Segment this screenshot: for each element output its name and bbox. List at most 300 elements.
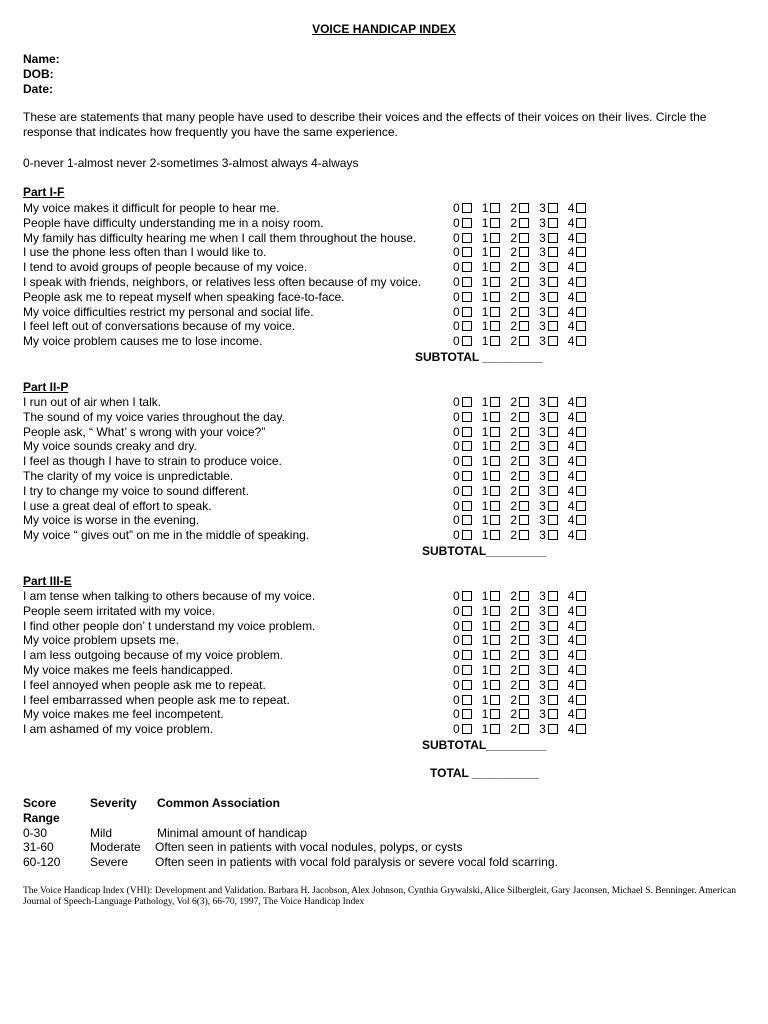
checkbox[interactable] <box>519 650 529 660</box>
response-option-4[interactable] <box>568 334 587 349</box>
checkbox[interactable] <box>490 709 500 719</box>
checkbox[interactable] <box>462 650 472 660</box>
response-option-0[interactable] <box>453 305 472 320</box>
checkbox[interactable] <box>462 471 472 481</box>
checkbox[interactable] <box>519 530 529 540</box>
checkbox[interactable] <box>462 501 472 511</box>
response-option-4[interactable] <box>568 707 587 722</box>
checkbox[interactable] <box>490 695 500 705</box>
response-option-4[interactable] <box>568 589 587 604</box>
response-option-0[interactable] <box>453 319 472 334</box>
response-option-4[interactable] <box>568 484 587 499</box>
checkbox[interactable] <box>462 621 472 631</box>
response-option-1[interactable] <box>482 216 501 231</box>
response-option-1[interactable] <box>482 334 501 349</box>
checkbox[interactable] <box>519 695 529 705</box>
checkbox[interactable] <box>576 427 586 437</box>
response-option-0[interactable] <box>453 275 472 290</box>
response-option-3[interactable] <box>539 619 558 634</box>
response-option-3[interactable] <box>539 410 558 425</box>
checkbox[interactable] <box>548 695 558 705</box>
checkbox[interactable] <box>548 233 558 243</box>
response-option-1[interactable] <box>482 410 501 425</box>
checkbox[interactable] <box>462 606 472 616</box>
response-option-4[interactable] <box>568 245 587 260</box>
response-option-2[interactable] <box>510 604 529 619</box>
response-option-2[interactable] <box>510 707 529 722</box>
checkbox[interactable] <box>462 321 472 331</box>
checkbox[interactable] <box>462 680 472 690</box>
checkbox[interactable] <box>519 665 529 675</box>
checkbox[interactable] <box>576 412 586 422</box>
response-option-1[interactable] <box>482 439 501 454</box>
checkbox[interactable] <box>519 218 529 228</box>
checkbox[interactable] <box>490 412 500 422</box>
response-option-2[interactable] <box>510 334 529 349</box>
checkbox[interactable] <box>576 218 586 228</box>
checkbox[interactable] <box>576 336 586 346</box>
response-option-1[interactable] <box>482 231 501 246</box>
response-option-1[interactable] <box>482 454 501 469</box>
checkbox[interactable] <box>519 441 529 451</box>
response-option-1[interactable] <box>482 499 501 514</box>
response-option-3[interactable] <box>539 528 558 543</box>
response-option-3[interactable] <box>539 604 558 619</box>
checkbox[interactable] <box>462 277 472 287</box>
checkbox[interactable] <box>548 621 558 631</box>
response-option-3[interactable] <box>539 290 558 305</box>
checkbox[interactable] <box>548 635 558 645</box>
response-option-0[interactable] <box>453 663 472 678</box>
response-option-3[interactable] <box>539 395 558 410</box>
checkbox[interactable] <box>490 486 500 496</box>
response-option-1[interactable] <box>482 707 501 722</box>
response-option-3[interactable] <box>539 260 558 275</box>
response-option-4[interactable] <box>568 469 587 484</box>
checkbox[interactable] <box>490 427 500 437</box>
checkbox[interactable] <box>519 277 529 287</box>
checkbox[interactable] <box>519 397 529 407</box>
checkbox[interactable] <box>490 591 500 601</box>
response-option-1[interactable] <box>482 633 501 648</box>
checkbox[interactable] <box>490 621 500 631</box>
checkbox[interactable] <box>490 680 500 690</box>
checkbox[interactable] <box>519 247 529 257</box>
response-option-2[interactable] <box>510 648 529 663</box>
checkbox[interactable] <box>548 501 558 511</box>
response-option-3[interactable] <box>539 513 558 528</box>
response-option-1[interactable] <box>482 245 501 260</box>
response-option-0[interactable] <box>453 334 472 349</box>
response-option-2[interactable] <box>510 528 529 543</box>
checkbox[interactable] <box>519 621 529 631</box>
response-option-1[interactable] <box>482 648 501 663</box>
checkbox[interactable] <box>490 307 500 317</box>
checkbox[interactable] <box>462 247 472 257</box>
checkbox[interactable] <box>576 307 586 317</box>
checkbox[interactable] <box>576 486 586 496</box>
response-option-1[interactable] <box>482 275 501 290</box>
response-option-0[interactable] <box>453 499 472 514</box>
response-option-3[interactable] <box>539 425 558 440</box>
checkbox[interactable] <box>462 441 472 451</box>
checkbox[interactable] <box>576 530 586 540</box>
response-option-1[interactable] <box>482 305 501 320</box>
response-option-3[interactable] <box>539 648 558 663</box>
response-option-0[interactable] <box>453 693 472 708</box>
checkbox[interactable] <box>576 233 586 243</box>
response-option-2[interactable] <box>510 513 529 528</box>
response-option-2[interactable] <box>510 693 529 708</box>
checkbox[interactable] <box>519 486 529 496</box>
checkbox[interactable] <box>490 635 500 645</box>
checkbox[interactable] <box>548 321 558 331</box>
checkbox[interactable] <box>576 695 586 705</box>
response-option-0[interactable] <box>453 454 472 469</box>
response-option-1[interactable] <box>482 604 501 619</box>
checkbox[interactable] <box>548 277 558 287</box>
checkbox[interactable] <box>548 247 558 257</box>
response-option-4[interactable] <box>568 410 587 425</box>
response-option-3[interactable] <box>539 334 558 349</box>
checkbox[interactable] <box>519 203 529 213</box>
response-option-3[interactable] <box>539 589 558 604</box>
response-option-2[interactable] <box>510 484 529 499</box>
checkbox[interactable] <box>548 307 558 317</box>
response-option-1[interactable] <box>482 513 501 528</box>
response-option-2[interactable] <box>510 663 529 678</box>
checkbox[interactable] <box>462 530 472 540</box>
response-option-1[interactable] <box>482 484 501 499</box>
checkbox[interactable] <box>490 650 500 660</box>
checkbox[interactable] <box>548 262 558 272</box>
checkbox[interactable] <box>548 709 558 719</box>
checkbox[interactable] <box>548 591 558 601</box>
checkbox[interactable] <box>462 665 472 675</box>
response-option-3[interactable] <box>539 305 558 320</box>
checkbox[interactable] <box>548 292 558 302</box>
checkbox[interactable] <box>548 724 558 734</box>
checkbox[interactable] <box>548 471 558 481</box>
response-option-3[interactable] <box>539 245 558 260</box>
checkbox[interactable] <box>462 635 472 645</box>
checkbox[interactable] <box>462 336 472 346</box>
checkbox[interactable] <box>548 412 558 422</box>
checkbox[interactable] <box>576 621 586 631</box>
response-option-0[interactable] <box>453 260 472 275</box>
response-option-2[interactable] <box>510 454 529 469</box>
response-option-1[interactable] <box>482 260 501 275</box>
checkbox[interactable] <box>519 709 529 719</box>
response-option-0[interactable] <box>453 245 472 260</box>
checkbox[interactable] <box>490 262 500 272</box>
checkbox[interactable] <box>462 427 472 437</box>
checkbox[interactable] <box>490 724 500 734</box>
checkbox[interactable] <box>519 501 529 511</box>
checkbox[interactable] <box>462 307 472 317</box>
response-option-1[interactable] <box>482 693 501 708</box>
checkbox[interactable] <box>576 203 586 213</box>
checkbox[interactable] <box>519 336 529 346</box>
response-option-4[interactable] <box>568 439 587 454</box>
response-option-2[interactable] <box>510 305 529 320</box>
checkbox[interactable] <box>576 321 586 331</box>
response-option-0[interactable] <box>453 722 472 737</box>
checkbox[interactable] <box>576 650 586 660</box>
response-option-0[interactable] <box>453 395 472 410</box>
checkbox[interactable] <box>576 397 586 407</box>
response-option-1[interactable] <box>482 319 501 334</box>
checkbox[interactable] <box>576 724 586 734</box>
response-option-1[interactable] <box>482 201 501 216</box>
checkbox[interactable] <box>548 203 558 213</box>
response-option-4[interactable] <box>568 499 587 514</box>
checkbox[interactable] <box>462 456 472 466</box>
checkbox[interactable] <box>462 709 472 719</box>
response-option-3[interactable] <box>539 663 558 678</box>
checkbox[interactable] <box>548 218 558 228</box>
checkbox[interactable] <box>519 680 529 690</box>
response-option-0[interactable] <box>453 231 472 246</box>
response-option-4[interactable] <box>568 693 587 708</box>
response-option-0[interactable] <box>453 484 472 499</box>
response-option-0[interactable] <box>453 707 472 722</box>
checkbox[interactable] <box>548 606 558 616</box>
checkbox[interactable] <box>462 724 472 734</box>
response-option-0[interactable] <box>453 425 472 440</box>
response-option-1[interactable] <box>482 722 501 737</box>
checkbox[interactable] <box>490 530 500 540</box>
response-option-0[interactable] <box>453 633 472 648</box>
response-option-0[interactable] <box>453 439 472 454</box>
response-option-2[interactable] <box>510 245 529 260</box>
response-option-2[interactable] <box>510 216 529 231</box>
checkbox[interactable] <box>519 724 529 734</box>
response-option-3[interactable] <box>539 275 558 290</box>
response-option-0[interactable] <box>453 513 472 528</box>
checkbox[interactable] <box>490 606 500 616</box>
response-option-4[interactable] <box>568 201 587 216</box>
response-option-2[interactable] <box>510 589 529 604</box>
response-option-1[interactable] <box>482 469 501 484</box>
response-option-4[interactable] <box>568 319 587 334</box>
checkbox[interactable] <box>548 650 558 660</box>
response-option-3[interactable] <box>539 707 558 722</box>
checkbox[interactable] <box>490 471 500 481</box>
checkbox[interactable] <box>576 501 586 511</box>
response-option-2[interactable] <box>510 499 529 514</box>
checkbox[interactable] <box>576 515 586 525</box>
checkbox[interactable] <box>490 292 500 302</box>
checkbox[interactable] <box>576 456 586 466</box>
response-option-4[interactable] <box>568 395 587 410</box>
checkbox[interactable] <box>490 203 500 213</box>
response-option-2[interactable] <box>510 678 529 693</box>
response-option-4[interactable] <box>568 604 587 619</box>
response-option-3[interactable] <box>539 722 558 737</box>
checkbox[interactable] <box>490 336 500 346</box>
checkbox[interactable] <box>490 233 500 243</box>
response-option-2[interactable] <box>510 319 529 334</box>
checkbox[interactable] <box>576 471 586 481</box>
response-option-4[interactable] <box>568 260 587 275</box>
response-option-3[interactable] <box>539 693 558 708</box>
checkbox[interactable] <box>490 277 500 287</box>
response-option-4[interactable] <box>568 513 587 528</box>
response-option-0[interactable] <box>453 290 472 305</box>
checkbox[interactable] <box>462 292 472 302</box>
response-option-3[interactable] <box>539 499 558 514</box>
response-option-2[interactable] <box>510 410 529 425</box>
response-option-0[interactable] <box>453 216 472 231</box>
response-option-2[interactable] <box>510 439 529 454</box>
checkbox[interactable] <box>519 262 529 272</box>
checkbox[interactable] <box>548 336 558 346</box>
response-option-1[interactable] <box>482 528 501 543</box>
checkbox[interactable] <box>490 218 500 228</box>
checkbox[interactable] <box>576 277 586 287</box>
checkbox[interactable] <box>462 591 472 601</box>
checkbox[interactable] <box>519 635 529 645</box>
checkbox[interactable] <box>576 247 586 257</box>
response-option-1[interactable] <box>482 619 501 634</box>
response-option-3[interactable] <box>539 439 558 454</box>
response-option-3[interactable] <box>539 678 558 693</box>
response-option-3[interactable] <box>539 201 558 216</box>
checkbox[interactable] <box>548 427 558 437</box>
checkbox[interactable] <box>548 456 558 466</box>
response-option-2[interactable] <box>510 260 529 275</box>
response-option-1[interactable] <box>482 290 501 305</box>
response-option-0[interactable] <box>453 528 472 543</box>
checkbox[interactable] <box>490 665 500 675</box>
checkbox[interactable] <box>462 233 472 243</box>
checkbox[interactable] <box>490 247 500 257</box>
response-option-1[interactable] <box>482 663 501 678</box>
checkbox[interactable] <box>519 307 529 317</box>
checkbox[interactable] <box>576 606 586 616</box>
response-option-2[interactable] <box>510 275 529 290</box>
response-option-4[interactable] <box>568 633 587 648</box>
response-option-0[interactable] <box>453 604 472 619</box>
response-option-0[interactable] <box>453 589 472 604</box>
checkbox[interactable] <box>462 262 472 272</box>
checkbox[interactable] <box>519 456 529 466</box>
response-option-2[interactable] <box>510 425 529 440</box>
checkbox[interactable] <box>462 515 472 525</box>
checkbox[interactable] <box>548 530 558 540</box>
response-option-0[interactable] <box>453 678 472 693</box>
response-option-2[interactable] <box>510 231 529 246</box>
response-option-0[interactable] <box>453 469 472 484</box>
checkbox[interactable] <box>462 412 472 422</box>
checkbox[interactable] <box>519 321 529 331</box>
checkbox[interactable] <box>576 591 586 601</box>
checkbox[interactable] <box>490 441 500 451</box>
response-option-3[interactable] <box>539 469 558 484</box>
checkbox[interactable] <box>548 680 558 690</box>
checkbox[interactable] <box>548 665 558 675</box>
response-option-4[interactable] <box>568 305 587 320</box>
response-option-0[interactable] <box>453 201 472 216</box>
response-option-3[interactable] <box>539 319 558 334</box>
response-option-2[interactable] <box>510 633 529 648</box>
checkbox[interactable] <box>576 709 586 719</box>
checkbox[interactable] <box>490 321 500 331</box>
checkbox[interactable] <box>519 606 529 616</box>
checkbox[interactable] <box>576 635 586 645</box>
checkbox[interactable] <box>462 218 472 228</box>
response-option-4[interactable] <box>568 528 587 543</box>
response-option-1[interactable] <box>482 425 501 440</box>
response-option-3[interactable] <box>539 633 558 648</box>
checkbox[interactable] <box>576 262 586 272</box>
checkbox[interactable] <box>519 292 529 302</box>
response-option-3[interactable] <box>539 484 558 499</box>
response-option-4[interactable] <box>568 231 587 246</box>
checkbox[interactable] <box>519 427 529 437</box>
checkbox[interactable] <box>462 695 472 705</box>
checkbox[interactable] <box>519 233 529 243</box>
response-option-4[interactable] <box>568 216 587 231</box>
response-option-4[interactable] <box>568 663 587 678</box>
response-option-2[interactable] <box>510 722 529 737</box>
response-option-4[interactable] <box>568 678 587 693</box>
checkbox[interactable] <box>462 486 472 496</box>
checkbox[interactable] <box>548 486 558 496</box>
checkbox[interactable] <box>548 515 558 525</box>
response-option-4[interactable] <box>568 275 587 290</box>
checkbox[interactable] <box>490 397 500 407</box>
checkbox[interactable] <box>519 412 529 422</box>
response-option-2[interactable] <box>510 619 529 634</box>
response-option-1[interactable] <box>482 395 501 410</box>
checkbox[interactable] <box>576 665 586 675</box>
checkbox[interactable] <box>576 441 586 451</box>
checkbox[interactable] <box>490 501 500 511</box>
response-option-2[interactable] <box>510 395 529 410</box>
response-option-2[interactable] <box>510 201 529 216</box>
checkbox[interactable] <box>462 203 472 213</box>
response-option-2[interactable] <box>510 290 529 305</box>
response-option-4[interactable] <box>568 648 587 663</box>
checkbox[interactable] <box>576 680 586 690</box>
checkbox[interactable] <box>490 515 500 525</box>
response-option-3[interactable] <box>539 216 558 231</box>
response-option-4[interactable] <box>568 425 587 440</box>
response-option-4[interactable] <box>568 619 587 634</box>
checkbox[interactable] <box>519 471 529 481</box>
response-option-4[interactable] <box>568 722 587 737</box>
checkbox[interactable] <box>548 397 558 407</box>
response-option-4[interactable] <box>568 454 587 469</box>
checkbox[interactable] <box>519 591 529 601</box>
response-option-3[interactable] <box>539 231 558 246</box>
response-option-1[interactable] <box>482 678 501 693</box>
checkbox[interactable] <box>576 292 586 302</box>
checkbox[interactable] <box>490 456 500 466</box>
response-option-2[interactable] <box>510 469 529 484</box>
response-option-0[interactable] <box>453 648 472 663</box>
checkbox[interactable] <box>548 441 558 451</box>
checkbox[interactable] <box>462 397 472 407</box>
response-option-1[interactable] <box>482 589 501 604</box>
response-option-3[interactable] <box>539 454 558 469</box>
response-option-4[interactable] <box>568 290 587 305</box>
response-option-0[interactable] <box>453 619 472 634</box>
checkbox[interactable] <box>519 515 529 525</box>
response-option-0[interactable] <box>453 410 472 425</box>
